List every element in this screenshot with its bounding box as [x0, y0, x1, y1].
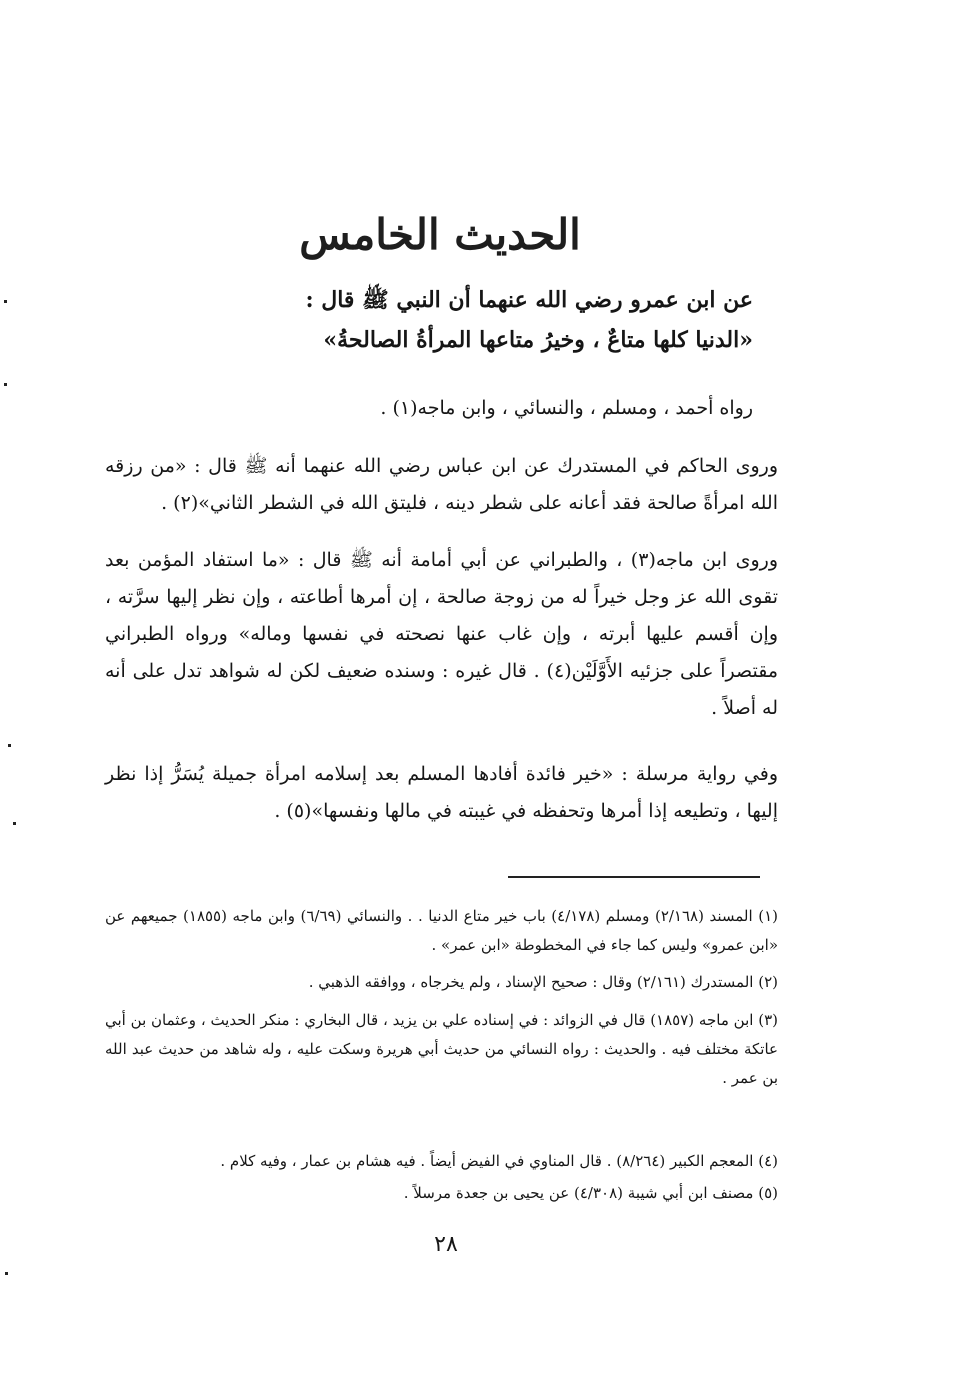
narration-line: رواه أحمد ، ومسلم ، والنسائي ، وابن ماجه(١) .	[380, 397, 753, 419]
scan-speck	[4, 383, 7, 386]
footnote-1: (١) المسند (٢/١٦٨) ومسلم (٤/١٧٨) باب خير متاع الدنيا . . والنسائي (٦/٦٩) وابن ماجه (١٨٥٥) جميعهم عن «ابن عمرو» وليس كما جاء في المخطوطة «ابن عمر» .	[105, 907, 778, 954]
body-paragraph: وروى ابن ماجه(٣) ، والطبراني عن أبي أمامة أنه ﷺ قال : «ما استفاد المؤمن بعد تقوى الله عز وجل خيراً له من زوجة صالحة ، إن أمرها أطاعته ، وإن نظر إليها سرَّته ، وإن أقسم عليها أبرته ، وإن غاب عنها نصحته في نفسها وماله» ورواه الطبراني مقتصراً على جزئيه الأَوَّلَيْن(٤) . قال غيره : وسنده ضعيف لكن له شواهد تدل على أنه له أصلاً .	[105, 549, 778, 719]
hadith-text	[105, 280, 753, 360]
scan-speck	[13, 822, 16, 825]
footnote-divider	[508, 876, 760, 878]
footnote-2: (٢) المستدرك (٢/١٦١) وقال : صحيح الإسناد ، ولم يخرجاه ، ووافقه الذهبي .	[308, 973, 778, 991]
footnote-3: (٣) ابن ماجه (١٨٥٧) قال في الزوائد : في إسناده علي بن يزيد ، قال البخاري : منكر الحديث ، وعثمان بن أبي عاتكة مختلف فيه . والحديث : رواه النسائي من حديث أبي هريرة وسكت عليه ، وله شاهد من حديث عبد الله بن عمر .	[105, 1011, 778, 1087]
page-number: ٢٨	[434, 1232, 458, 1257]
scan-speck	[4, 300, 7, 303]
chapter-title: الحديث الخامس	[299, 210, 581, 259]
body-paragraph: وروى الحاكم في المستدرك عن ابن عباس رضي الله عنهما أنه ﷺ قال : «من رزقه الله امرأةً صالحة فقد أعانه على شطر دينه ، فليتق الله في الشطر الثاني»(٢) .	[105, 455, 778, 514]
footnote-4: (٤) المعجم الكبير (٨/٢٦٤) . قال المناوي في الفيض أيضاً . فيه هشام بن عمار ، وفيه كلام .	[220, 1152, 778, 1170]
scan-speck	[5, 1272, 8, 1275]
hadith-line-1: عن ابن عمرو رضي الله عنهما أن النبي ﷺ قال :	[305, 287, 753, 313]
body-paragraph: وفي رواية مرسلة : «خير فائدة أفادها المسلم بعد إسلامه امرأة جميلة يُسَرُّ إذا نظر إليها ، وتطيعه إذا أمرها وتحفظه في غيبته في مالها ونفسها»(٥) .	[105, 763, 778, 822]
hadith-line-2: «الدنيا كلها متاعٌ ، وخيرُ متاعها المرأةُ الصالحةُ»	[323, 327, 753, 353]
scan-speck	[8, 744, 11, 747]
footnote-5: (٥) مصنف ابن أبي شيبة (٤/٣٠٨) عن يحيى بن جعدة مرسلاً .	[403, 1184, 778, 1202]
